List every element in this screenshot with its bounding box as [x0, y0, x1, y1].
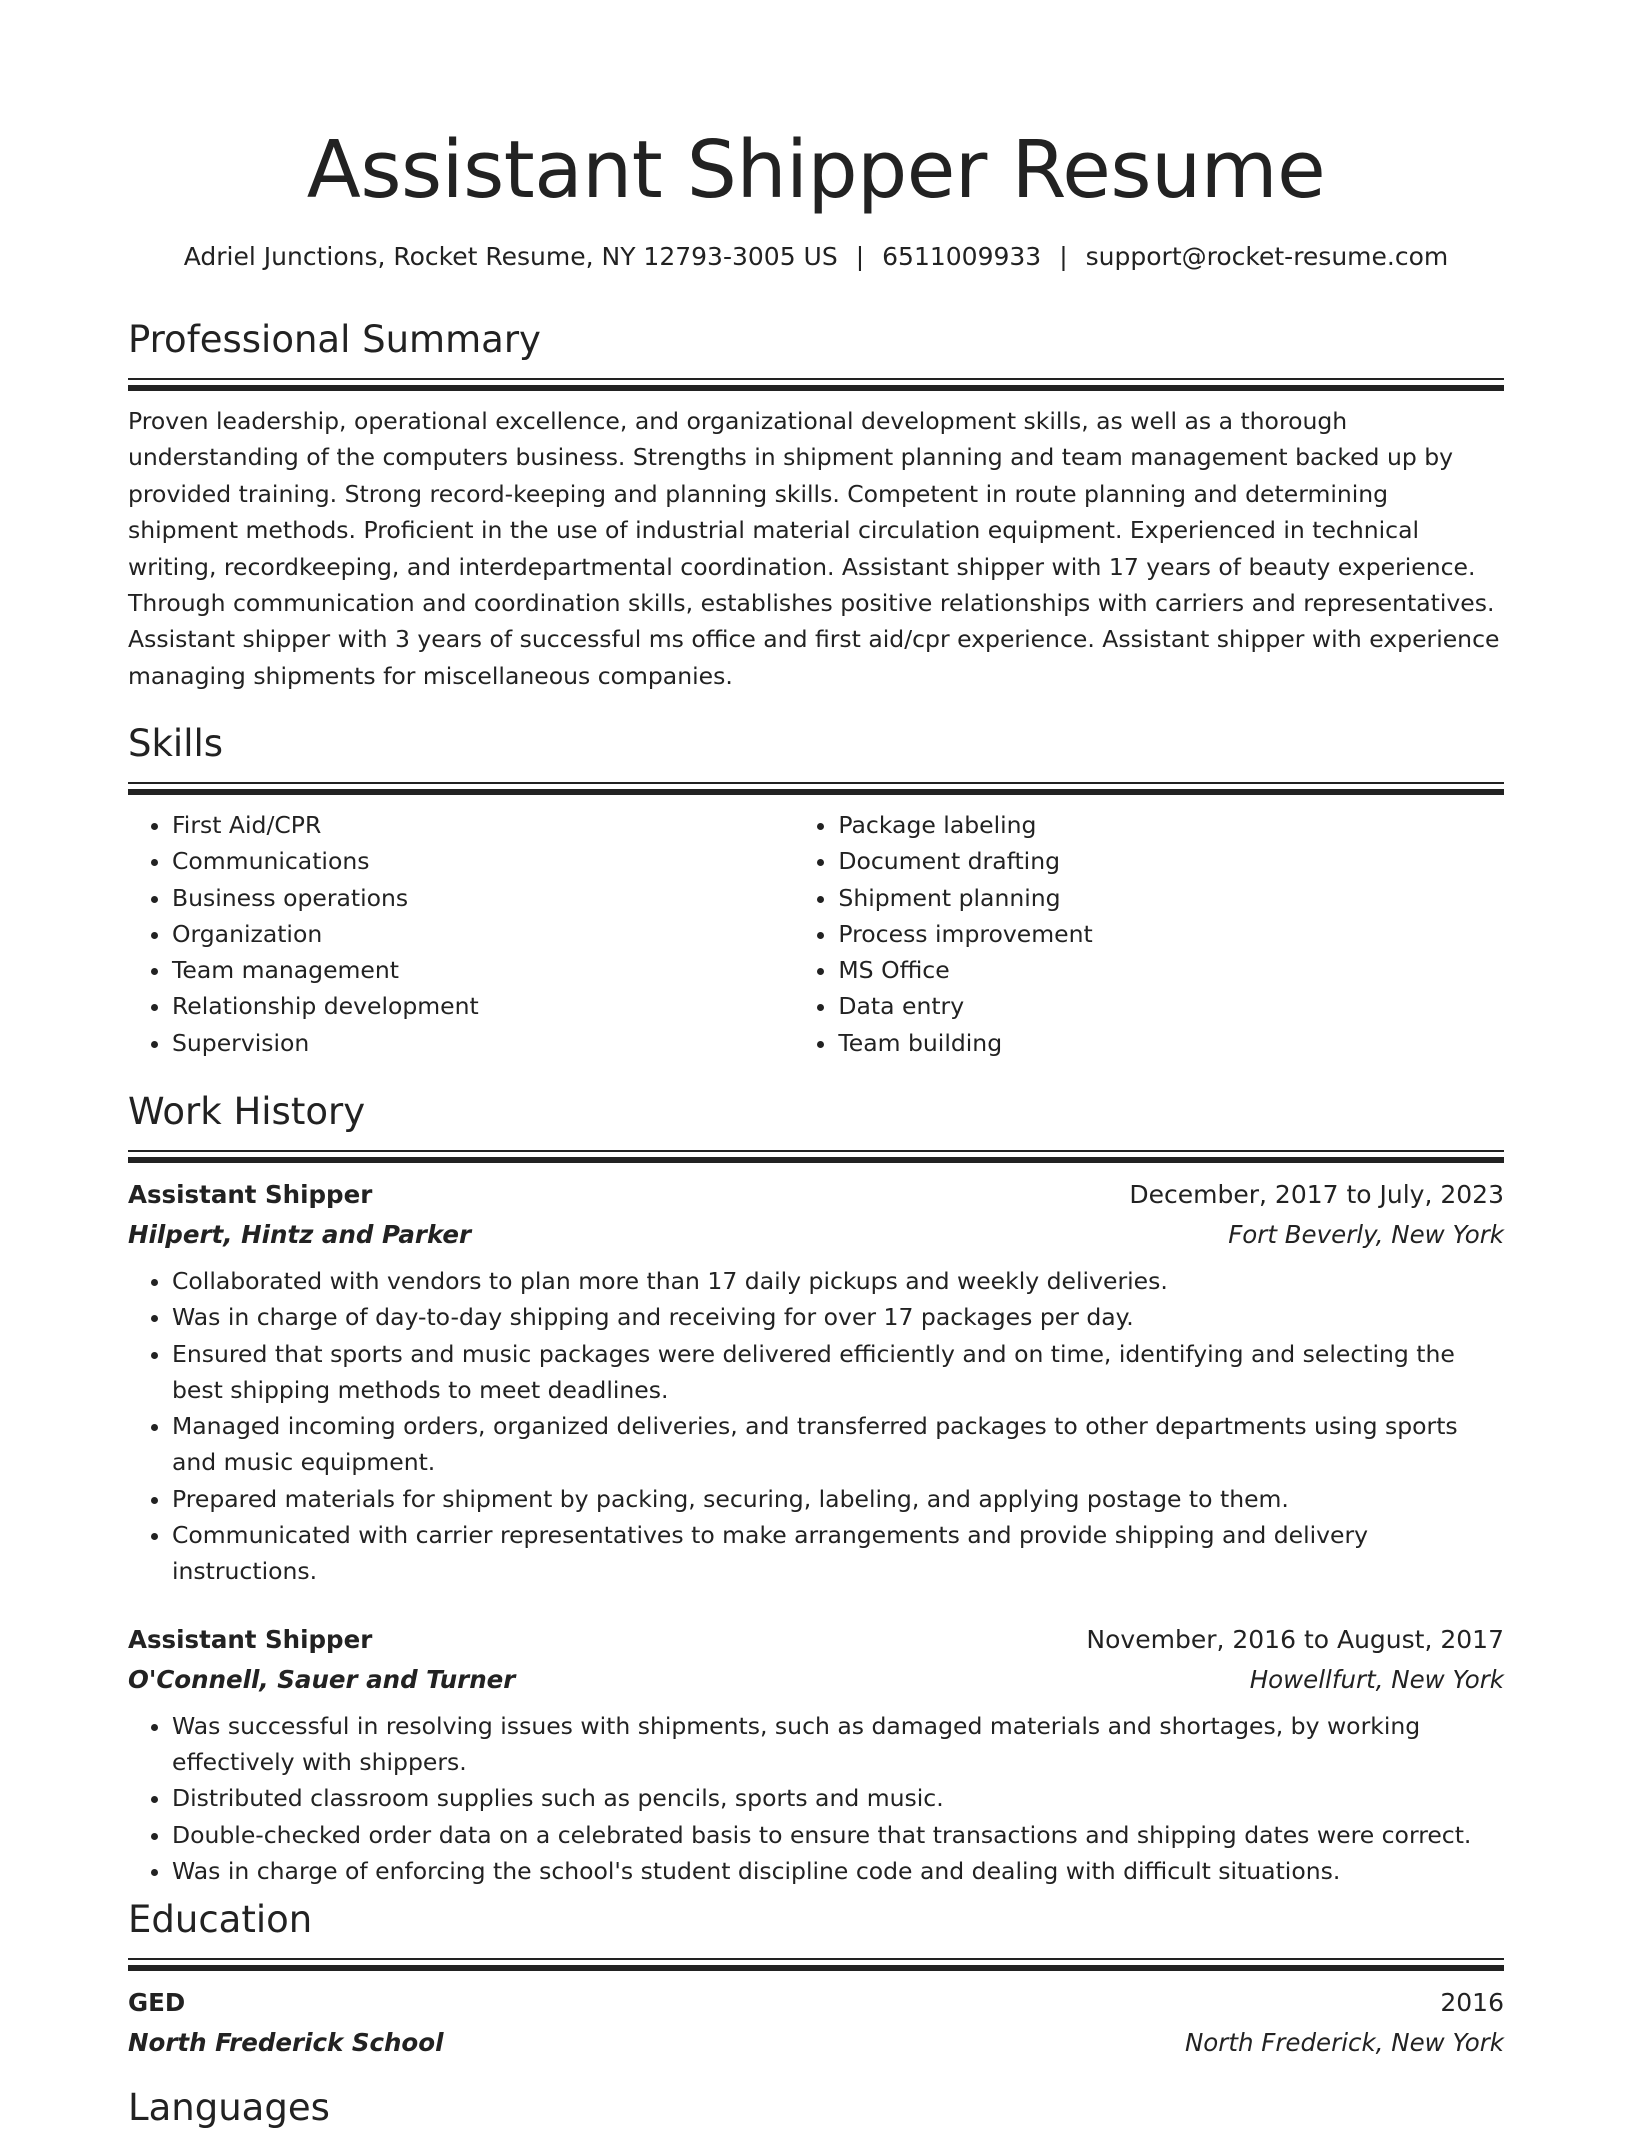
- job-entry: [128, 1175, 1504, 1590]
- skill-item: • MS Office: [838, 952, 1504, 988]
- summary-heading: Professional Summary: [128, 318, 541, 361]
- summary-text: Proven leadership, operational excellence, and organizational development skills, as well as a thorough understanding of the computers business. Strengths in shipment planning and team management backed up by provided training. Strong record-keeping and planning skills. Competent in route planning and determining shipment methods. Proficient in the use of industrial material circulation equipment. Experienced in technical writing, recordkeeping, and interdepartmental coordination. Assistant shipper with 17 years of beauty experience. Through communication and coordination skills, establishes positive relationships with carriers and representatives. Assistant shipper with 3 years of successful ms office and first aid/cpr experience. Assistant shipper with experience managing shipments for miscellaneous companies.: [128, 407, 1500, 690]
- summary-section: [128, 316, 1504, 694]
- education-degree: GED: [128, 1988, 186, 2017]
- section-divider: [128, 782, 1504, 795]
- job-bullet: • Managed incoming orders, organized deliveries, and transferred packages to other departments using sports and music equipment.: [172, 1408, 1504, 1481]
- skill-item: • Process improvement: [838, 916, 1504, 952]
- job-title: Assistant Shipper: [128, 1180, 373, 1209]
- job-bullet: • Was in charge of enforcing the school's student discipline code and dealing with difficult situations.: [172, 1853, 1504, 1889]
- education-header-row: [128, 1983, 1504, 2023]
- education-location: North Frederick, New York: [1184, 2028, 1504, 2057]
- job-company-row: [128, 1215, 1504, 1255]
- contact-separator: |: [855, 242, 865, 271]
- contact-address: Adriel Junctions, Rocket Resume, NY 12793-3005 US: [183, 242, 838, 271]
- section-divider: [128, 1150, 1504, 1163]
- job-header-row: [128, 1175, 1504, 1215]
- skills-left-list: [128, 807, 794, 1061]
- skill-item: • First Aid/CPR: [172, 807, 794, 843]
- job-bullet: • Double-checked order data on a celebrated basis to ensure that transactions and shipping dates were correct.: [172, 1817, 1504, 1853]
- job-bullet: • Prepared materials for shipment by packing, securing, labeling, and applying postage to them.: [172, 1481, 1504, 1517]
- work-history-section: [128, 1088, 1504, 1889]
- job-entry: [128, 1620, 1504, 1889]
- skill-item: • Document drafting: [838, 843, 1504, 879]
- skill-item: • Team building: [838, 1025, 1504, 1061]
- skill-item: • Communications: [172, 843, 794, 879]
- skill-item: • Team management: [172, 952, 794, 988]
- job-bullet: • Distributed classroom supplies such as pencils, sports and music.: [172, 1780, 1504, 1816]
- skill-item: • Relationship development: [172, 988, 794, 1024]
- job-bullet: • Collaborated with vendors to plan more than 17 daily pickups and weekly deliveries.: [172, 1263, 1504, 1299]
- skills-columns: [128, 807, 1504, 1061]
- job-dates: November, 2016 to August, 2017: [1086, 1624, 1504, 1654]
- education-school: North Frederick School: [128, 2028, 444, 2057]
- resume-title: Assistant Shipper Resume: [306, 124, 1326, 216]
- education-school-row: [128, 2023, 1504, 2063]
- section-divider: [128, 378, 1504, 391]
- skill-item: • Data entry: [838, 988, 1504, 1024]
- job-bullets: [128, 1263, 1504, 1590]
- skill-item: • Organization: [172, 916, 794, 952]
- skill-item: • Shipment planning: [838, 880, 1504, 916]
- job-dates: December, 2017 to July, 2023: [1129, 1180, 1504, 1209]
- contact-line: [128, 240, 1504, 274]
- work-history-heading: Work History: [128, 1090, 366, 1133]
- contact-phone: 6511009933: [882, 242, 1042, 271]
- languages-section: [128, 2084, 1504, 2132]
- skills-heading: Skills: [128, 722, 224, 765]
- skill-item: • Business operations: [172, 880, 794, 916]
- job-bullet: • Was successful in resolving issues with shipments, such as damaged materials and shortages, by working effectively with shippers.: [172, 1708, 1504, 1781]
- section-divider: [128, 1958, 1504, 1971]
- job-bullets: [128, 1708, 1504, 1889]
- skill-item: • Package labeling: [838, 807, 1504, 843]
- contact-email: support@rocket-resume.com: [1085, 242, 1449, 271]
- education-section: [128, 1896, 1504, 2063]
- job-title: Assistant Shipper: [128, 1624, 373, 1654]
- job-header-row: [128, 1620, 1504, 1660]
- education-year: 2016: [1440, 1988, 1504, 2017]
- skills-section: [128, 720, 1504, 1061]
- languages-heading: Languages: [128, 2086, 330, 2129]
- job-location: Fort Beverly, New York: [1228, 1220, 1504, 1249]
- job-bullet: • Ensured that sports and music packages were delivered efficiently and on time, identifying and selecting the best shipping methods to meet deadlines.: [172, 1336, 1504, 1409]
- education-entry: [128, 1983, 1504, 2063]
- education-heading: Education: [128, 1898, 313, 1941]
- skill-item: • Supervision: [172, 1025, 794, 1061]
- job-bullet: • Was in charge of day-to-day shipping and receiving for over 17 packages per day.: [172, 1299, 1504, 1335]
- job-company: Hilpert, Hintz and Parker: [128, 1220, 472, 1249]
- resume-page: [128, 0, 1504, 2129]
- job-location: Howellfurt, New York: [1249, 1664, 1504, 1694]
- job-company-row: [128, 1660, 1504, 1700]
- job-bullet: • Communicated with carrier representatives to make arrangements and provide shipping and delivery instructions.: [172, 1517, 1504, 1590]
- contact-separator: |: [1059, 242, 1068, 271]
- skills-right-list: [794, 807, 1504, 1061]
- job-company: O'Connell, Sauer and Turner: [128, 1664, 516, 1694]
